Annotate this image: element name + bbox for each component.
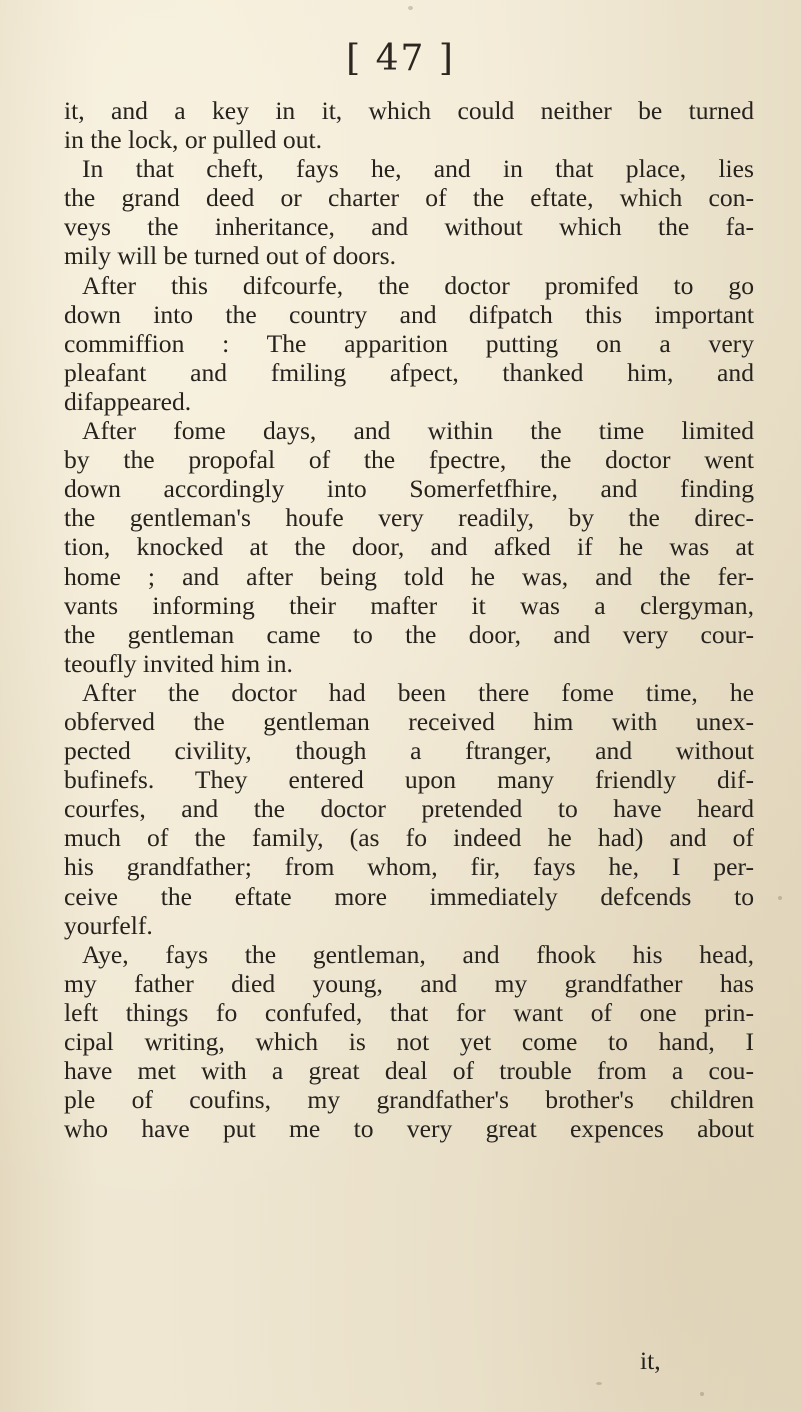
text-line: cipal writing, which is not yet come to hand, I (64, 1027, 754, 1056)
paper-speck (408, 6, 413, 10)
text-line: ple of coufins, my grandfather's brother's children (64, 1085, 754, 1115)
text-line: pected civility, though a ftranger, and without (64, 736, 754, 766)
paper-speck (596, 1382, 602, 1385)
text-line: the grand deed or charter of the eftate, which con- (64, 183, 754, 213)
paper-speck (736, 376, 739, 379)
paper-speck (700, 1392, 704, 1396)
text-line: vants informing their mafter it was a clergyman, (64, 590, 754, 620)
text-line: After the doctor had been there fome time, he (82, 677, 754, 707)
text-line: After fome days, and within the time limited (82, 416, 754, 446)
text-line: by the propofal of the fpectre, the doctor went (64, 445, 754, 475)
text-line: my father died young, and my grandfather has (64, 968, 754, 998)
text-line: pleafant and fmiling afpect, thanked him, and (64, 357, 754, 387)
text-line: down into the country and difpatch this important (64, 299, 754, 329)
page-number: [ 47 ] (346, 38, 455, 79)
text-line: bufinefs. They entered upon many friendly dif- (64, 765, 754, 795)
text-line: commiffion : The apparition putting on a very (64, 328, 754, 358)
paper-speck (778, 896, 782, 900)
text-line: In that cheft, fays he, and in that place, lies (82, 154, 754, 184)
text-line: left things fo confufed, that for want of one prin- (64, 997, 754, 1027)
text-line: ceive the eftate more immediately defcends to (64, 881, 754, 911)
catchword: it, (640, 1346, 661, 1375)
text-line: who have put me to very great expences about (64, 1114, 754, 1144)
text-line: teoufly invited him in. (64, 648, 293, 678)
text-line: veys the inheritance, and without which the fa- (64, 212, 754, 242)
text-line: his grandfather; from whom, fir, fays he, I per- (64, 852, 754, 882)
text-line: in the lock, or pulled out. (64, 125, 323, 155)
text-line: courfes, and the doctor pretended to have heard (64, 794, 754, 824)
text-line: After this difcourfe, the doctor promifed to go (82, 270, 754, 300)
text-line: it, and a key in it, which could neither be turned (64, 96, 754, 125)
body-text (64, 96, 754, 1143)
text-line: have met with a great deal of trouble from a cou- (64, 1056, 754, 1086)
text-line: much of the family, (as fo indeed he had) and of (64, 823, 754, 853)
text-line: home ; and after being told he was, and the fer- (64, 561, 754, 591)
text-line: yourfelf. (64, 910, 153, 940)
text-line: the gentleman's houfe very readily, by the direc- (64, 503, 754, 533)
text-line: down accordingly into Somerfetfhire, and finding (64, 474, 754, 504)
text-line: obferved the gentleman received him with unex- (64, 706, 754, 736)
text-line: Aye, fays the gentleman, and fhook his head, (82, 939, 754, 969)
text-line: difappeared. (64, 386, 192, 416)
text-line: the gentleman came to the door, and very cour- (64, 619, 754, 649)
text-line: mily will be turned out of doors. (64, 241, 396, 271)
text-line: tion, knocked at the door, and afked if he was at (64, 532, 754, 562)
